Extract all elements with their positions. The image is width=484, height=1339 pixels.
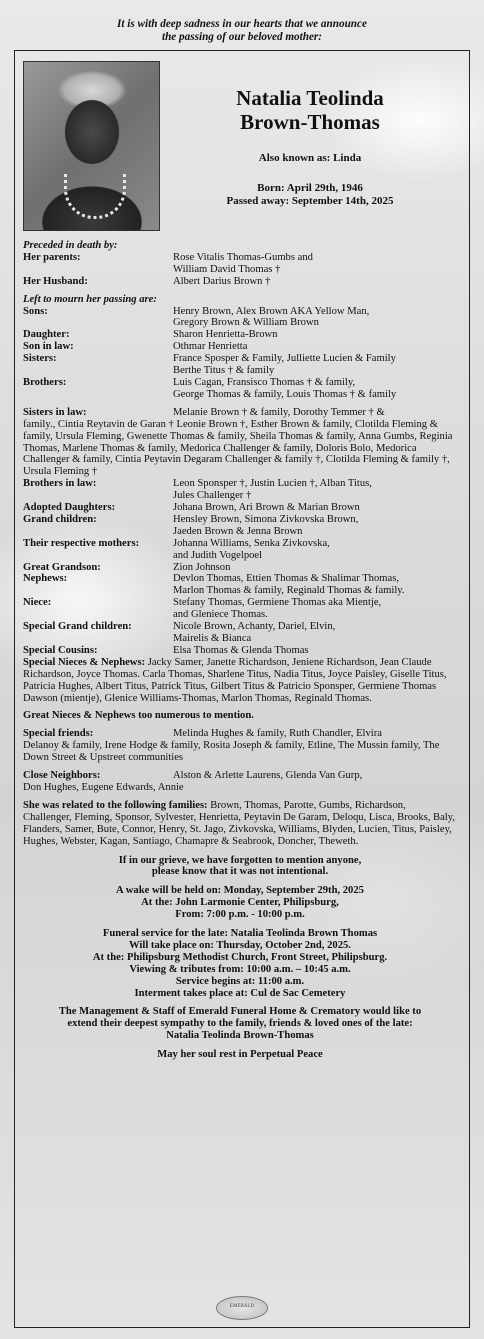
entry-value: Gregory Brown & William Brown [173,317,319,329]
funeral-line: Viewing & tributes from: 10:00 a.m. – 10:45 a.m. [129,963,351,975]
entry-label [23,526,173,538]
special-friends-rest: Delanoy & family, Irene Hodge & family, Rosita Joseph & family, Etline, The Mussin family, The Down Street & Upstreet communities [23,740,440,764]
entry-row [23,633,457,645]
intro-text [0,18,484,44]
entry-label: Brothers: [23,376,67,388]
funeral-info [23,928,457,999]
entry-value: Rose Vitalis Thomas-Gumbs and [173,251,313,263]
entry-row [23,526,457,538]
entry-row [23,389,457,401]
entry-row [23,514,457,526]
forgotten-note [23,855,457,879]
entry-label [23,550,173,562]
special-nieces-text: Jacky Samer, Janette Richardson, Jeniene Richardson, Jean Claude Richardson, Joyce Thomas. Carla Thomas, Sharlene Titus, Nadia Titus, Joyce Paisley, Giselle Titus, Patricia Hughes, Albert Titus, Patrick Titus, Gilbert Titus & Patricio Sponsper, Germiene Thomas Dawson (mientje), Glenice Williams-Thomas, Marlon Thomas, Reginald Thomas. [23,656,447,704]
close-neighbors-first: Alston & Arlette Laurens, Glenda Van Gurp, [173,770,363,782]
entry-label: Sons: [23,305,48,317]
entry-row [23,573,457,585]
wake-info [23,885,457,921]
entry-label [23,317,173,329]
funeral-line: Service begins at: 11:00 a.m. [175,975,305,987]
entry-label [23,585,173,597]
entry-value: and Judith Vogelpoel [173,549,263,561]
entry-row [23,597,457,609]
dates [165,182,455,208]
management-sympathy [23,1006,457,1042]
families-label: She was related to the following families: [23,799,208,811]
entry-value: Stefany Thomas, Germiene Thomas aka Mientje, [173,597,382,609]
entry-label: Grand children: [23,513,97,525]
sisters-in-law [23,407,457,478]
entry-value: Henry Brown, Alex Brown AKA Yellow Man, [173,305,370,317]
funeral-line: Will take place on: Thursday, October 2nd, 2025. [129,939,351,951]
management-line: The Management & Staff of Emerald Funeral Home & Crematory would like to [58,1006,422,1018]
entry-value: Elsa Thomas & Glenda Thomas [173,644,309,656]
entry-value: France Sposper & Family, Julliette Lucien & Family [173,353,396,365]
entry-value: Devlon Thomas, Ettien Thomas & Shalimar Thomas, [173,573,399,585]
entry-row [23,353,457,365]
entry-label: Special Grand children: [23,621,132,633]
entry-row [23,341,457,353]
intro-line: It is with deep sadness in our hearts that we announce [117,18,367,30]
close-neighbors-rest: Don Hughes, Eugene Edwards, Annie [23,781,184,793]
entry-value: Albert Darius Brown † [173,275,271,287]
deceased-name [165,86,455,134]
entry-label: Niece: [23,597,52,609]
portrait-photo [23,61,160,231]
entry-row [23,609,457,621]
preceded-list [23,252,457,288]
entry-label: Great Grandson: [23,561,101,573]
forgotten-line: please know that it was not intentional. [151,866,329,878]
entry-value: Nicole Brown, Achanty, Dariel, Elvin, [173,621,336,633]
entry-row [23,329,457,341]
great-nieces: Great Nieces & Nephews too numerous to mention. [23,710,254,722]
entry-row [23,264,457,276]
entry-label: Special Cousins: [23,644,98,656]
entry-row [23,490,457,502]
obituary-body [23,240,457,1061]
entry-value: Sharon Henrietta-Brown [173,329,278,341]
special-nieces [23,657,457,705]
entry-value: Zion Johnson [173,561,231,573]
entry-value: Luis Cagan, Fransisco Thomas † & family, [173,376,356,388]
funeral-line: Funeral service for the late: Natalia Teolinda Brown Thomas [102,928,378,940]
special-friends-first: Melinda Hughes & family, Ruth Chandler, Elvira [173,728,382,740]
forgotten-line: If in our grieve, we have forgotten to mention anyone, [118,854,362,866]
entry-value: Jules Challenger † [173,490,252,502]
entry-row [23,377,457,389]
entry-row [23,478,457,490]
entry-label: Sisters: [23,353,57,365]
entry-row [23,252,457,264]
wake-line: From: 7:00 p.m. - 10:00 p.m. [175,909,305,921]
name-line: Natalia Teolinda [236,86,384,110]
entry-row [23,621,457,633]
intro-line: the passing of our beloved mother: [161,31,323,43]
funeral-line: At the: Philipsburg Methodist Church, Front Street, Philipsburg. [92,951,388,963]
entry-value: Leon Sponsper †, Justin Lucien †, Alban Titus, [173,478,372,490]
mourn-heading: Left to mourn her passing are: [23,293,157,305]
entry-value: Jaeden Brown & Jenna Brown [173,525,303,537]
entry-label: Their respective mothers: [23,537,140,549]
entry-label: Daughter: [23,329,70,341]
special-friends [23,728,457,764]
entry-value: Hensley Brown, Simona Zivkovska Brown, [173,513,359,525]
entry-label [23,633,173,645]
sisters-in-law-rest: family., Cintia Reytavin de Garan † Leonie Brown †, Esther Brown & family, Clotilda Fleming & family, Ursula Fleming, Gwenette Thomas & family, Sheila Thomas & family, Anna Gumbs, Reginia Thomas, Marlene Thomas & family, Medorica Challenger & family, Doloris Bolo, Medorica Challenger & family, Cintia Peytavin Degaram Challenger & family †, Clotilda Fleming & family †, Ursula Fleming † [23,418,453,478]
funeral-home-logo [216,1296,268,1320]
entry-row [23,538,457,550]
entry-label: Her parents: [23,251,81,263]
entry-label: Nephews: [23,573,68,585]
entry-label [23,264,173,276]
funeral-line: Interment takes place at: Cul de Sac Cemetery [134,987,346,999]
entry-label: Brothers in law: [23,478,97,490]
entry-value: William David Thomas † [173,263,281,275]
preceded-heading: Preceded in death by: [23,240,118,251]
entry-row [23,365,457,377]
entry-label [23,365,173,377]
rest-in-peace: May her soul rest in Perpetual Peace [157,1049,323,1061]
entry-row [23,585,457,597]
entry-value: and Gleniece Thomas. [173,609,268,621]
mourn-list [23,306,457,401]
born-date: Born: April 29th, 1946 [257,182,363,194]
passed-date: Passed away: September 14th, 2025 [226,195,394,207]
entry-value: Johanna Williams, Senka Zivkovska, [173,537,330,549]
related-families [23,800,457,848]
entry-row [23,562,457,574]
management-line: extend their deepest sympathy to the family, friends & loved ones of the late: [67,1018,413,1030]
special-friends-label: Special friends: [23,728,94,740]
close-neighbors-label: Close Neighbors: [23,770,101,782]
entry-label: Her Husband: [23,275,88,287]
families-text: Brown, Thomas, Parotte, Gumbs, Richardson, Challenger, Fleming, Sponsor, Sylvester, Henrietta, Peytavin De Garam, Deloqu, Lisca, Brooks, Baly, Flanders, Samer, Bute, Connor, Henry, St. Jago, Zivkovska, Williams, Blyden, Lucien, Titus, Paisley, Hughes, Webster, Kagan, Santiago, Chamapre & Seabrook, Doncher, Theweth. [23,799,456,847]
entry-value: Othmar Henrietta [173,341,248,353]
entry-label [23,389,173,401]
name-line: Brown-Thomas [240,110,380,134]
sisters-in-law-label: Sisters in law: [23,406,87,418]
relatives-list [23,478,457,657]
entry-row [23,502,457,514]
entry-row [23,306,457,318]
close-neighbors [23,770,457,794]
aka-line: Also known as: Linda [258,152,362,164]
entry-label [23,609,173,621]
entry-row [23,276,457,288]
entry-value: Berthe Titus † & family [173,365,275,377]
entry-row [23,550,457,562]
entry-label: Son in law: [23,341,74,353]
entry-label [23,490,173,502]
logo-text: EMERALD [229,1304,255,1309]
special-nieces-label: Special Nieces & Nephews: [23,656,146,668]
sisters-in-law-first: Melanie Brown † & family, Dorothy Temmer † & [173,406,385,418]
entry-row [23,317,457,329]
pearl-necklace [64,174,126,219]
entry-value: Mairelis & Bianca [173,633,252,644]
entry-row [23,645,457,657]
entry-value: Johana Brown, Ari Brown & Marian Brown [173,502,360,514]
entry-value: Marlon Thomas & family, Reginald Thomas & family. [173,585,405,597]
wake-line: A wake will be held on: Monday, September 29th, 2025 [116,885,364,897]
entry-label: Adopted Daughters: [23,502,116,514]
entry-value: George Thomas & family, Louis Thomas † & family [173,388,397,400]
management-line: Natalia Teolinda Brown-Thomas [166,1030,314,1042]
wake-line: At the: John Larmonie Center, Philipsburg, [141,897,339,909]
